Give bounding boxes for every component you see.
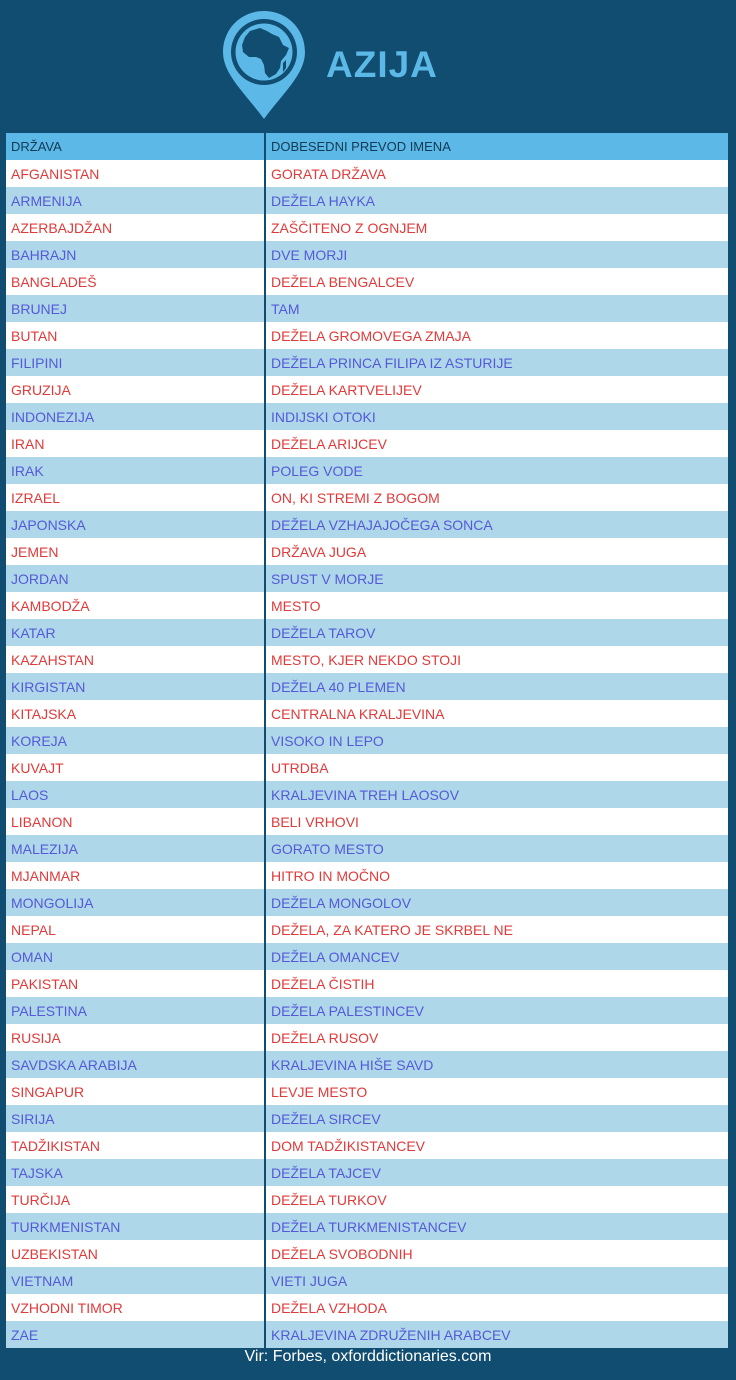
literal-translation-cell: DRŽAVA JUGA (265, 538, 728, 565)
table-row (6, 781, 728, 808)
literal-translation-cell: ON, KI STREMI Z BOGOM (265, 484, 728, 511)
table-row (6, 1321, 728, 1348)
table-row (6, 943, 728, 970)
country-name-cell: KUVAJT (6, 754, 265, 781)
country-name-cell: INDONEZIJA (6, 403, 265, 430)
source-footer: Vir: Forbes, oxforddictionaries.com (244, 1348, 492, 1365)
literal-translation-cell: KRALJEVINA TREH LAOSOV (265, 781, 728, 808)
country-name-cell: JEMEN (6, 538, 265, 565)
table-row (6, 700, 728, 727)
literal-translation-cell: VISOKO IN LEPO (265, 727, 728, 754)
literal-translation-cell: BELI VRHOVI (265, 808, 728, 835)
country-name-cell: KOREJA (6, 727, 265, 754)
table-row (6, 214, 728, 241)
country-name-cell: JORDAN (6, 565, 265, 592)
literal-translation-cell: KRALJEVINA HIŠE SAVD (265, 1051, 728, 1078)
literal-translation-cell: HITRO IN MOČNO (265, 862, 728, 889)
literal-translation-cell: DEŽELA MONGOLOV (265, 889, 728, 916)
table-row (6, 835, 728, 862)
literal-translation-cell: DEŽELA TURKOV (265, 1186, 728, 1213)
literal-translation-cell: KRALJEVINA ZDRUŽENIH ARABCEV (265, 1321, 728, 1348)
country-name-cell: PALESTINA (6, 997, 265, 1024)
country-name-cell: NEPAL (6, 916, 265, 943)
literal-translation-cell: DEŽELA VZHAJAJOČEGA SONCA (265, 511, 728, 538)
table-row (6, 1078, 728, 1105)
table-row (6, 349, 728, 376)
country-name-cell: JAPONSKA (6, 511, 265, 538)
table-row (6, 916, 728, 943)
table-row (6, 619, 728, 646)
literal-translation-cell: LEVJE MESTO (265, 1078, 728, 1105)
table-row (6, 1294, 728, 1321)
table-row (6, 727, 728, 754)
table-row (6, 970, 728, 997)
literal-translation-cell: DVE MORJI (265, 241, 728, 268)
column-header-translation: DOBESEDNI PREVOD IMENA (265, 133, 728, 160)
country-name-cell: KIRGISTAN (6, 673, 265, 700)
country-name-cell: KATAR (6, 619, 265, 646)
country-name-cell: TURKMENISTAN (6, 1213, 265, 1240)
country-name-cell: LIBANON (6, 808, 265, 835)
literal-translation-cell: DEŽELA SIRCEV (265, 1105, 728, 1132)
country-name-cell: AZERBAJDŽAN (6, 214, 265, 241)
table-row (6, 1213, 728, 1240)
country-name-cell: BANGLADEŠ (6, 268, 265, 295)
country-name-cell: TADŽIKISTAN (6, 1132, 265, 1159)
country-name-cell: IRAK (6, 457, 265, 484)
table-row (6, 187, 728, 214)
literal-translation-cell: DEŽELA, ZA KATERO JE SKRBEL NE (265, 916, 728, 943)
table-row (6, 241, 728, 268)
country-name-cell: UZBEKISTAN (6, 1240, 265, 1267)
table-row (6, 160, 728, 187)
country-name-cell: SAVDSKA ARABIJA (6, 1051, 265, 1078)
country-name-cell: ARMENIJA (6, 187, 265, 214)
table-row (6, 1186, 728, 1213)
countries-table (6, 133, 728, 1348)
literal-translation-cell: CENTRALNA KRALJEVINA (265, 700, 728, 727)
table-row (6, 268, 728, 295)
literal-translation-cell: DEŽELA SVOBODNIH (265, 1240, 728, 1267)
table-row (6, 538, 728, 565)
literal-translation-cell: UTRDBA (265, 754, 728, 781)
country-name-cell: TAJSKA (6, 1159, 265, 1186)
table-row (6, 862, 728, 889)
literal-translation-cell: DEŽELA VZHODA (265, 1294, 728, 1321)
table-row (6, 1105, 728, 1132)
table-row (6, 403, 728, 430)
table-row (6, 457, 728, 484)
table-row (6, 997, 728, 1024)
country-name-cell: OMAN (6, 943, 265, 970)
literal-translation-cell: DEŽELA GROMOVEGA ZMAJA (265, 322, 728, 349)
table-row (6, 322, 728, 349)
literal-translation-cell: DEŽELA OMANCEV (265, 943, 728, 970)
table-row (6, 889, 728, 916)
literal-translation-cell: INDIJSKI OTOKI (265, 403, 728, 430)
column-header-country: DRŽAVA (6, 133, 265, 160)
table-row (6, 376, 728, 403)
country-name-cell: KAZAHSTAN (6, 646, 265, 673)
table-row (6, 646, 728, 673)
literal-translation-cell: DEŽELA TAROV (265, 619, 728, 646)
country-name-cell: LAOS (6, 781, 265, 808)
literal-translation-cell: DEŽELA PRINCA FILIPA IZ ASTURIJE (265, 349, 728, 376)
country-name-cell: BRUNEJ (6, 295, 265, 322)
table-row (6, 295, 728, 322)
literal-translation-cell: DEŽELA TAJCEV (265, 1159, 728, 1186)
literal-translation-cell: TAM (265, 295, 728, 322)
literal-translation-cell: DEŽELA ČISTIH (265, 970, 728, 997)
literal-translation-cell: DEŽELA ARIJCEV (265, 430, 728, 457)
literal-translation-cell: DEŽELA RUSOV (265, 1024, 728, 1051)
table-row (6, 673, 728, 700)
table-row (6, 592, 728, 619)
table-row (6, 808, 728, 835)
header (0, 0, 736, 132)
country-name-cell: TURČIJA (6, 1186, 265, 1213)
table-row (6, 1051, 728, 1078)
table-row (6, 754, 728, 781)
literal-translation-cell: SPUST V MORJE (265, 565, 728, 592)
literal-translation-cell: GORATA DRŽAVA (265, 160, 728, 187)
table-row (6, 1132, 728, 1159)
country-name-cell: FILIPINI (6, 349, 265, 376)
table-row (6, 565, 728, 592)
country-name-cell: VIETNAM (6, 1267, 265, 1294)
country-name-cell: MALEZIJA (6, 835, 265, 862)
table-header-row (6, 133, 728, 160)
country-name-cell: GRUZIJA (6, 376, 265, 403)
country-name-cell: RUSIJA (6, 1024, 265, 1051)
country-name-cell: BUTAN (6, 322, 265, 349)
country-name-cell: IZRAEL (6, 484, 265, 511)
literal-translation-cell: MESTO, KJER NEKDO STOJI (265, 646, 728, 673)
country-name-cell: SINGAPUR (6, 1078, 265, 1105)
country-name-cell: BAHRAJN (6, 241, 265, 268)
table-row (6, 430, 728, 457)
literal-translation-cell: DEŽELA TURKMENISTANCEV (265, 1213, 728, 1240)
table-row (6, 1024, 728, 1051)
country-name-cell: IRAN (6, 430, 265, 457)
literal-translation-cell: DEŽELA 40 PLEMEN (265, 673, 728, 700)
table-row (6, 484, 728, 511)
country-name-cell: MONGOLIJA (6, 889, 265, 916)
country-name-cell: MJANMAR (6, 862, 265, 889)
country-name-cell: KAMBODŽA (6, 592, 265, 619)
literal-translation-cell: POLEG VODE (265, 457, 728, 484)
country-name-cell: ZAE (6, 1321, 265, 1348)
table-row (6, 511, 728, 538)
literal-translation-cell: DOM TADŽIKISTANCEV (265, 1132, 728, 1159)
table-body (6, 160, 728, 1348)
table-row (6, 1267, 728, 1294)
africa-location-pin-icon (220, 8, 308, 122)
country-name-cell: VZHODNI TIMOR (6, 1294, 265, 1321)
literal-translation-cell: VIETI JUGA (265, 1267, 728, 1294)
literal-translation-cell: GORATO MESTO (265, 835, 728, 862)
literal-translation-cell: DEŽELA PALESTINCEV (265, 997, 728, 1024)
page-title: AZIJA (326, 44, 438, 85)
literal-translation-cell: DEŽELA HAYKA (265, 187, 728, 214)
literal-translation-cell: DEŽELA BENGALCEV (265, 268, 728, 295)
country-name-cell: KITAJSKA (6, 700, 265, 727)
literal-translation-cell: MESTO (265, 592, 728, 619)
table-row (6, 1240, 728, 1267)
country-name-cell: AFGANISTAN (6, 160, 265, 187)
country-name-cell: SIRIJA (6, 1105, 265, 1132)
country-name-cell: PAKISTAN (6, 970, 265, 997)
literal-translation-cell: DEŽELA KARTVELIJEV (265, 376, 728, 403)
literal-translation-cell: ZAŠČITENO Z OGNJEM (265, 214, 728, 241)
table-row (6, 1159, 728, 1186)
